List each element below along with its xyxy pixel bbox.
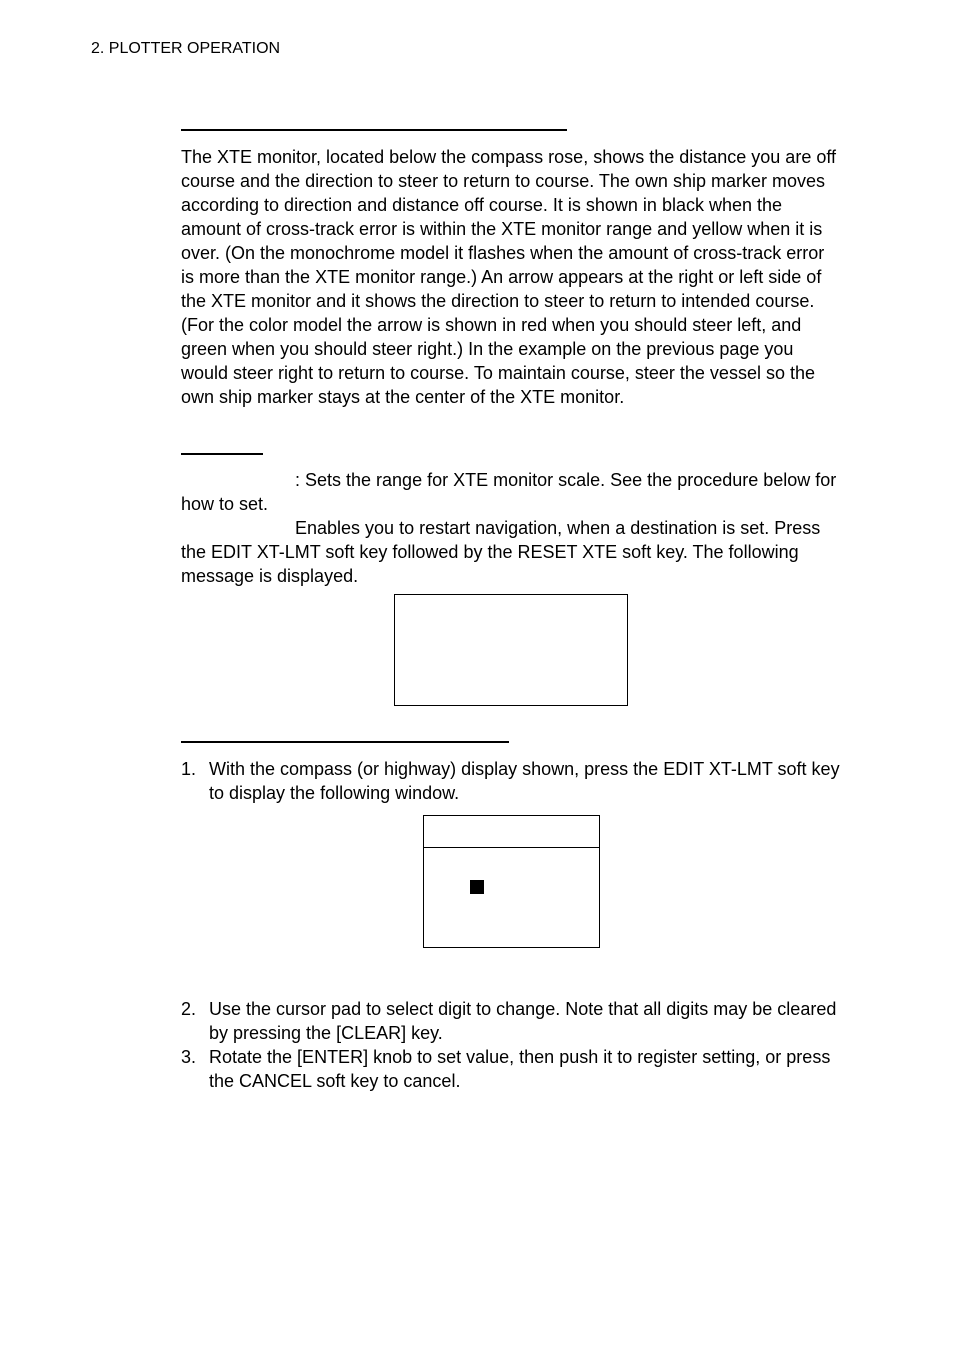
xte-limit-window-figure (423, 815, 600, 948)
step-number: 2. (181, 999, 197, 1019)
procedure-step (181, 997, 841, 1045)
message-box-figure (394, 594, 628, 706)
procedure-step (181, 757, 841, 805)
procedure-steps-part1 (181, 757, 841, 805)
step-number: 3. (181, 1047, 197, 1067)
section-heading-rule-procedure (181, 741, 509, 743)
soft-key-item-xte-limit (181, 468, 841, 516)
procedure-steps-part2 (181, 997, 841, 1093)
xte-monitor-paragraph-block (181, 145, 841, 409)
section-heading-rule-soft-keys (181, 453, 263, 455)
xte-monitor-paragraph: The XTE monitor, located below the compass rose, shows the distance you are off course and the direction to steer to return to course. The own ship marker moves according to direction and distance off course. It is shown in black when the amount of cross-track error is within the XTE monitor range and yellow when it is over. (On the monochrome model it flashes when the amount of cross-track error is more than the XTE monitor range.) An arrow appears at the right or left side of the XTE monitor and it shows the direction to steer to return to intended course. (For the color model the arrow is shown in red when you should steer left, and green when you should steer right.) In the example on the previous page you would steer right to return to course. To maintain course, steer the vessel so the own ship marker stays at the center of the XTE monitor. (181, 147, 837, 407)
step-text: Rotate the [ENTER] knob to set value, then push it to register setting, or press the CANCEL soft key to cancel. (209, 1047, 831, 1091)
soft-key-item-xte-limit-text: : Sets the range for XTE monitor scale. See the procedure below for how to set. (181, 470, 837, 514)
soft-keys-description-block (181, 468, 841, 588)
step-text: With the compass (or highway) display shown, press the EDIT XT-LMT soft key to display the following window. (209, 759, 840, 803)
soft-key-item-reset-xte-text: Enables you to restart navigation, when a destination is set. Press the EDIT XT-LMT soft key followed by the RESET XTE soft key. The following message is displayed. (181, 518, 821, 586)
step-text: Use the cursor pad to select digit to change. Note that all digits may be cleared by pressing the [CLEAR] key. (209, 999, 837, 1043)
cursor-block-icon (470, 880, 484, 894)
step-number: 1. (181, 759, 197, 779)
running-header: 2. PLOTTER OPERATION (91, 40, 281, 57)
section-heading-rule-xte-monitor (181, 129, 567, 131)
window-title-separator (424, 847, 599, 848)
procedure-step (181, 1045, 841, 1093)
soft-key-item-reset-xte (181, 516, 841, 588)
